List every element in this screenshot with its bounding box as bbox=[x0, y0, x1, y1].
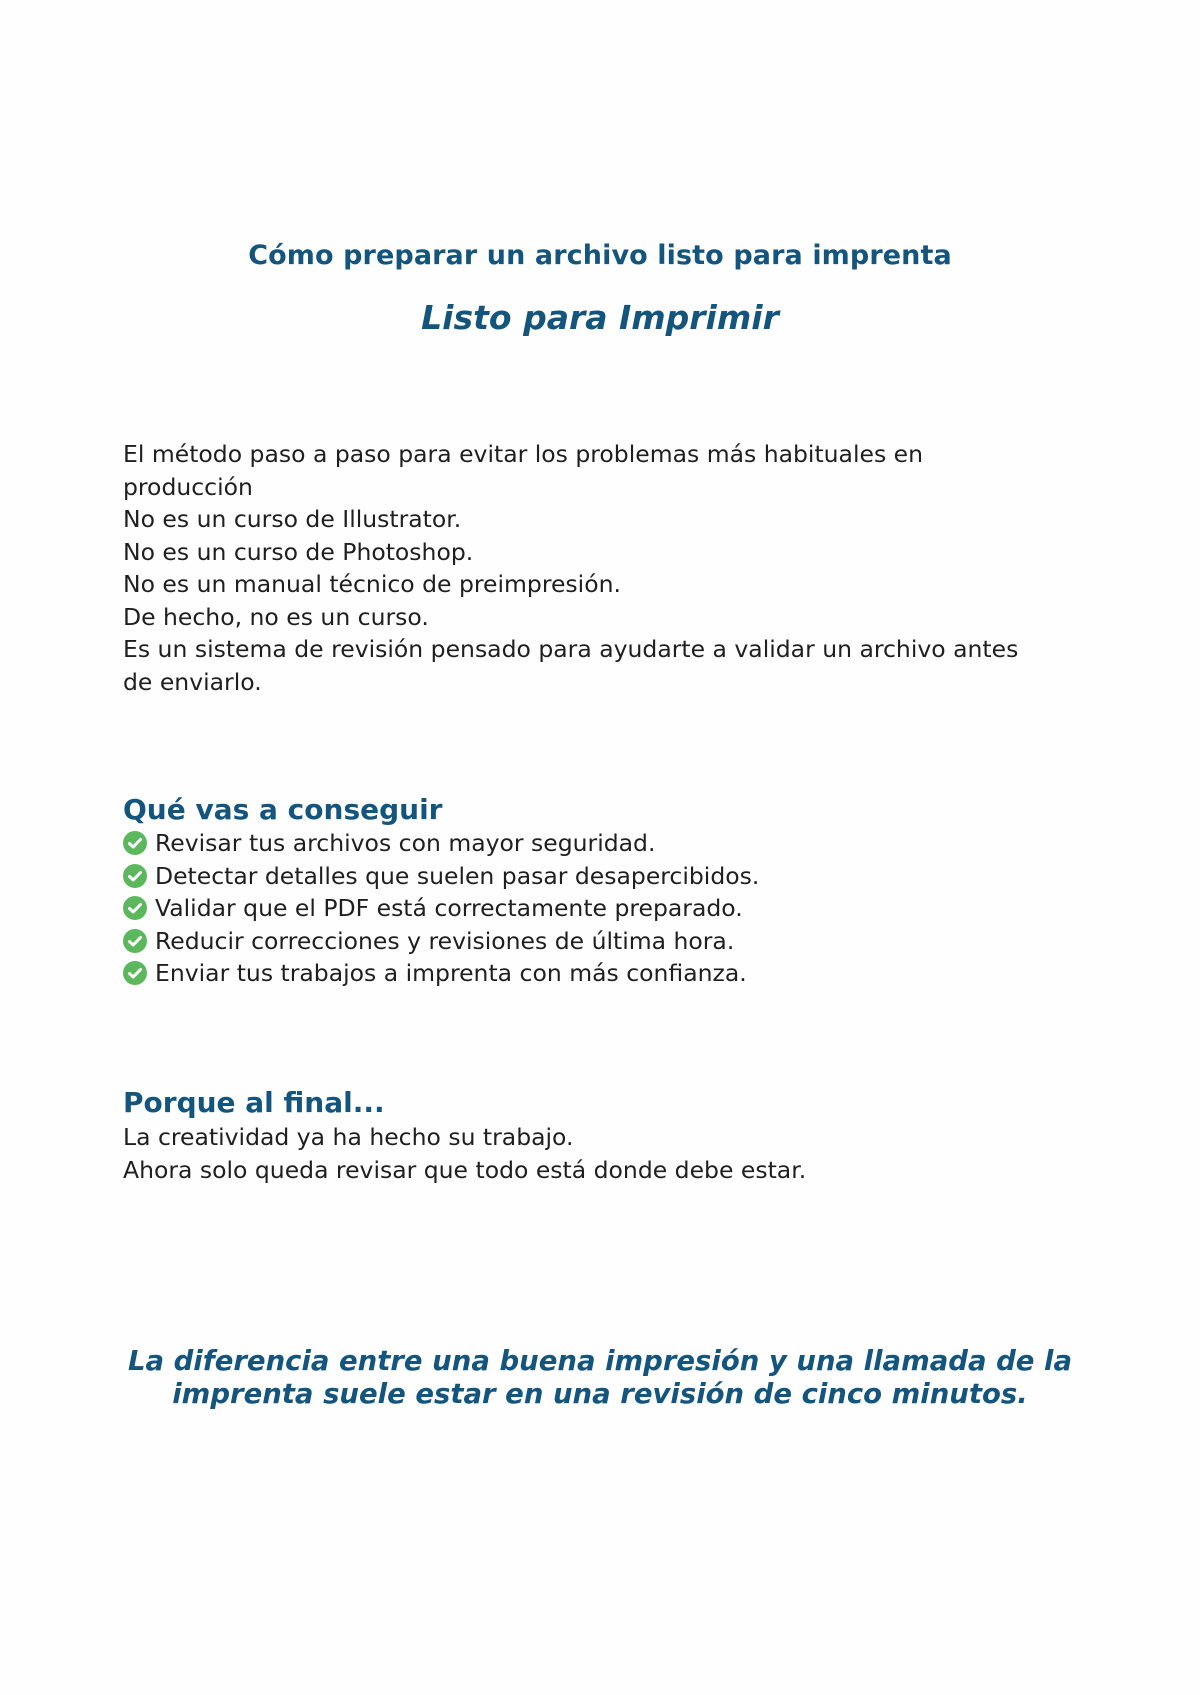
document-subtitle: Listo para Imprimir bbox=[421, 298, 779, 337]
intro-line: El método paso a paso para evitar los problemas más habituales en bbox=[123, 440, 924, 468]
closing-line: La diferencia entre una buena impresión y una llamada de la bbox=[127, 1345, 1073, 1377]
benefit-text: Enviar tus trabajos a imprenta con más confianza. bbox=[155, 959, 747, 987]
benefit-text: Reducir correcciones y revisiones de última hora. bbox=[155, 926, 735, 955]
final-line: Ahora solo queda revisar que todo está donde debe estar. bbox=[123, 1155, 807, 1184]
intro-line: De hecho, no es un curso. bbox=[123, 602, 429, 631]
final-line: La creatividad ya ha hecho su trabajo. bbox=[123, 1123, 574, 1151]
benefit-text: Validar que el PDF está correctamente preparado. bbox=[155, 894, 743, 922]
final-heading: Porque al final... bbox=[123, 1086, 385, 1119]
benefit-text: Revisar tus archivos con mayor seguridad. bbox=[155, 829, 656, 857]
check-circle-icon bbox=[123, 831, 147, 855]
benefits-list bbox=[123, 827, 759, 990]
check-circle-icon bbox=[123, 961, 147, 985]
benefits-heading: Qué vas a conseguir bbox=[123, 793, 443, 826]
intro-line: No es un manual técnico de preimpresión. bbox=[123, 570, 621, 598]
benefit-item bbox=[123, 860, 759, 893]
benefit-text: Detectar detalles que suelen pasar desapercibidos. bbox=[155, 861, 760, 890]
check-circle-icon bbox=[123, 896, 147, 920]
intro-line: de enviarlo. bbox=[123, 667, 262, 696]
benefit-item bbox=[123, 925, 759, 958]
intro-line: No es un curso de Photoshop. bbox=[123, 537, 474, 566]
intro-paragraph bbox=[123, 438, 1083, 698]
final-paragraph bbox=[123, 1121, 806, 1186]
closing-line: imprenta suele estar en una revisión de cinco minutos. bbox=[172, 1378, 1028, 1410]
benefit-item bbox=[123, 827, 759, 860]
intro-line: No es un curso de Illustrator. bbox=[123, 505, 462, 533]
closing-quote bbox=[100, 1345, 1100, 1411]
document-title: Cómo preparar un archivo listo para imprenta bbox=[248, 240, 952, 271]
benefit-item bbox=[123, 892, 759, 925]
intro-line: producción bbox=[123, 472, 253, 501]
benefit-item bbox=[123, 957, 759, 990]
check-circle-icon bbox=[123, 929, 147, 953]
intro-line: Es un sistema de revisión pensado para ayudarte a validar un archivo antes bbox=[123, 635, 1019, 663]
check-circle-icon bbox=[123, 864, 147, 888]
